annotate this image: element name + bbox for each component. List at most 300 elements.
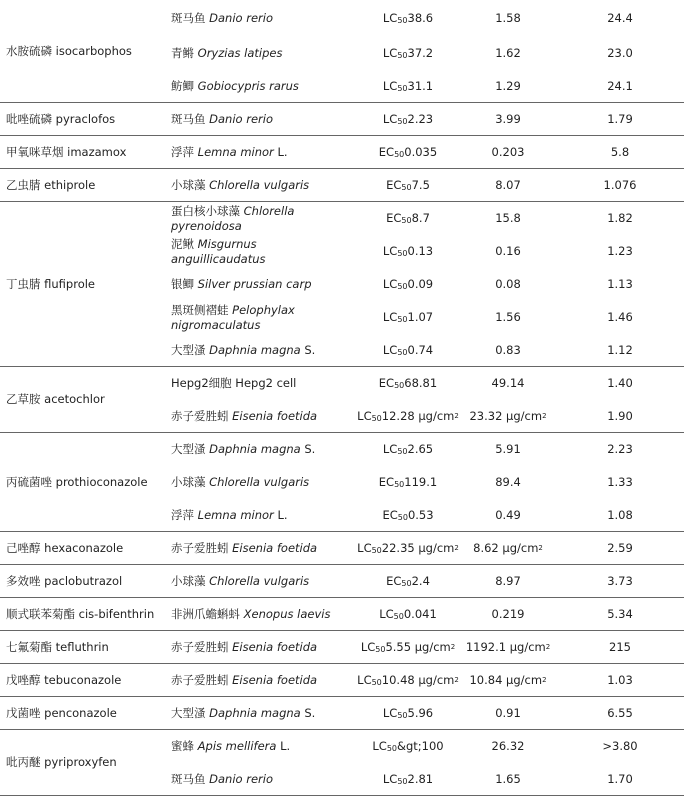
species-common-name: 青鳉 — [171, 46, 194, 60]
species-cell — [171, 400, 351, 433]
species-authority: S. — [300, 343, 316, 357]
toxicity-endpoint: EC — [386, 211, 402, 225]
value-1: 26.32 — [491, 739, 525, 753]
table-row — [0, 565, 684, 598]
species-authority: S. — [300, 442, 316, 456]
table-row — [0, 631, 684, 664]
species-common-name: 大型溞 — [171, 442, 206, 456]
toxicity-endpoint: LC — [382, 343, 398, 357]
table-row — [0, 202, 684, 235]
toxicity-subscript: 50 — [401, 579, 412, 588]
toxicity-endpoint: LC — [382, 244, 398, 258]
toxicity-subscript: 50 — [371, 678, 382, 687]
toxicity-value — [350, 202, 466, 235]
toxicity-subscript: 50 — [394, 381, 405, 390]
species-name — [171, 640, 317, 655]
species-name — [171, 11, 273, 26]
toxicity-number: 22.35 μg/cm — [381, 541, 455, 555]
table-row — [0, 730, 684, 763]
toxicity-number: 68.81 — [404, 376, 438, 390]
toxicity-number: 2.81 — [407, 772, 434, 786]
value-column-1 — [470, 268, 546, 301]
value-2: 6.55 — [607, 706, 633, 720]
toxicity-endpoint: LC — [382, 442, 398, 456]
value-1: 0.91 — [495, 706, 521, 720]
value-column-1 — [470, 763, 546, 796]
species-latin-name: Chlorella vulgaris — [209, 574, 310, 588]
toxicity-number: 0.035 — [404, 145, 438, 159]
species-cell — [171, 0, 351, 37]
species-name — [171, 376, 296, 391]
toxicity-number: 119.1 — [404, 475, 438, 489]
value-1: 23.32 μg/cm — [469, 409, 543, 423]
compound-name: 吡丙醚 pyriproxyfen — [6, 755, 117, 769]
value-2: 1.08 — [607, 508, 633, 522]
toxicity-subscript: 50 — [397, 513, 408, 522]
compound-name: 戊唑醇 tebuconazole — [6, 672, 122, 687]
species-name — [171, 739, 290, 754]
species-cell — [171, 631, 351, 664]
species-name — [171, 706, 315, 721]
toxicity-value — [350, 334, 466, 367]
value-column-1 — [470, 301, 546, 334]
value-column-2 — [580, 433, 660, 466]
species-common-name: 大型溞 — [171, 706, 206, 720]
toxicity-number: 38.6 — [407, 11, 434, 25]
table-row — [0, 301, 684, 334]
species-common-name: 浮萍 — [171, 145, 194, 159]
value-1: 1.58 — [495, 11, 521, 25]
value-1: 0.49 — [495, 508, 521, 522]
species-latin-name: Silver prussian carp — [197, 277, 312, 291]
species-cell — [171, 136, 351, 169]
species-name — [171, 343, 315, 358]
value-column-1 — [470, 400, 546, 433]
value-column-2 — [580, 499, 660, 532]
toxicity-endpoint: LC — [357, 541, 372, 555]
species-latin-name: Chlorella pyrenoidosa — [171, 203, 295, 233]
value-column-1 — [470, 664, 546, 697]
value-1: 8.62 μg/cm — [473, 541, 539, 555]
toxicity-endpoint: EC — [386, 574, 402, 588]
value-column-2 — [580, 334, 660, 367]
value-column-2 — [580, 235, 660, 268]
toxicity-endpoint: LC — [382, 46, 398, 60]
species-common-name: 浮萍 — [171, 508, 194, 522]
value-1: 0.219 — [491, 607, 525, 621]
toxicity-value — [350, 70, 466, 103]
table-row — [0, 334, 684, 367]
species-name — [171, 541, 317, 556]
toxicity-endpoint: EC — [382, 508, 398, 522]
compound-group — [0, 202, 684, 367]
value-column-1 — [470, 235, 546, 268]
toxicity-number: 5.55 μg/cm — [385, 640, 451, 654]
compound-group — [0, 136, 684, 169]
species-latin-name: Pelophylax nigromaculatus — [171, 302, 295, 332]
value-2: 1.79 — [607, 112, 633, 126]
toxicity-endpoint: LC — [379, 607, 394, 621]
species-cell — [171, 466, 351, 499]
species-cell — [171, 763, 351, 796]
toxicity-endpoint: LC — [372, 739, 387, 753]
toxicity-endpoint: LC — [382, 277, 398, 291]
toxicity-value — [350, 697, 466, 730]
value-1: 0.83 — [495, 343, 521, 357]
value-column-2 — [580, 70, 660, 103]
compound-name: 己唑醇 hexaconazole — [6, 540, 124, 555]
value-1: 49.14 — [491, 376, 525, 390]
species-common-name: 蜜蜂 — [171, 739, 194, 753]
value-2: 23.0 — [607, 46, 633, 60]
value-2: 1.46 — [607, 310, 633, 324]
species-cell — [171, 70, 351, 103]
compound-group — [0, 631, 684, 664]
species-name — [171, 475, 309, 490]
species-name — [171, 607, 330, 622]
table-row — [0, 169, 684, 202]
value-1: 1.56 — [495, 310, 521, 324]
compound-name: 甲氧咪草烟 imazamox — [6, 144, 127, 159]
value-column-1 — [470, 565, 546, 598]
toxicity-number: 2.4 — [411, 574, 430, 588]
table-row — [0, 136, 684, 169]
species-common-name: 斑马鱼 — [171, 11, 206, 25]
toxicity-value — [350, 268, 466, 301]
toxicity-endpoint: LC — [357, 673, 372, 687]
value-column-2 — [580, 301, 660, 334]
toxicity-subscript: 50 — [397, 16, 408, 25]
table-row — [0, 235, 684, 268]
compound-group — [0, 697, 684, 730]
value-column-1 — [470, 499, 546, 532]
toxicity-value — [350, 631, 466, 664]
species-common-name: 斑马鱼 — [171, 112, 206, 126]
toxicity-value — [350, 433, 466, 466]
species-common-name: 赤子爱胜蚓 — [171, 541, 229, 555]
value-column-1 — [470, 37, 546, 70]
species-cell — [171, 202, 351, 235]
value-1-exponent: 2 — [538, 544, 543, 552]
toxicity-number: 12.28 μg/cm — [381, 409, 455, 423]
value-2: 3.73 — [607, 574, 633, 588]
species-common-name: 小球藻 — [171, 178, 206, 192]
toxicity-number: 2.23 — [407, 112, 434, 126]
table-row — [0, 499, 684, 532]
species-latin-name: Apis mellifera — [197, 739, 277, 753]
species-common-name: 赤子爱胜蚓 — [171, 673, 229, 687]
species-latin-name: Chlorella vulgaris — [209, 475, 310, 489]
compound-name: 丁虫腈 flufiprole — [6, 276, 96, 291]
compound-name: 顺式联苯菊酯 cis-bifenthrin — [6, 606, 155, 621]
species-cell — [171, 334, 351, 367]
species-latin-name: Chlorella vulgaris — [209, 178, 310, 192]
value-2: 215 — [609, 640, 631, 654]
toxicity-subscript: 50 — [397, 711, 408, 720]
toxicity-value — [350, 169, 466, 202]
species-authority: L. — [273, 145, 288, 159]
species-name — [171, 237, 351, 267]
compound-name: 七氟菊酯 tefluthrin — [6, 639, 109, 654]
toxicity-number: 7.5 — [411, 178, 430, 192]
species-latin-name: Daphnia magna — [209, 442, 301, 456]
table-row — [0, 433, 684, 466]
species-latin-name: Eisenia foetida — [232, 673, 318, 687]
value-column-1 — [465, 631, 551, 664]
value-2: 2.23 — [607, 442, 633, 456]
value-column-1 — [470, 103, 546, 136]
value-2: 1.40 — [607, 376, 633, 390]
compound-name: 吡唑硫磷 pyraclofos — [6, 111, 116, 126]
species-latin-name: Lemna minor — [197, 508, 274, 522]
value-1: 1192.1 μg/cm — [465, 640, 546, 654]
value-1: 0.08 — [495, 277, 521, 291]
species-latin-name: Gobiocypris rarus — [197, 79, 299, 93]
value-2: 2.59 — [607, 541, 633, 555]
species-latin-name: Oryzias latipes — [197, 46, 283, 60]
toxicity-value — [350, 367, 466, 400]
value-column-2 — [580, 466, 660, 499]
toxicity-value — [350, 136, 466, 169]
toxicity-subscript: 50 — [397, 315, 408, 324]
toxicity-endpoint: LC — [382, 706, 398, 720]
species-cell — [171, 664, 351, 697]
value-column-1 — [470, 598, 546, 631]
compound-name: 乙草胺 acetochlor — [6, 392, 105, 406]
table-row — [0, 697, 684, 730]
species-common-name: 蛋白核小球藻 — [171, 203, 240, 218]
value-1: 8.07 — [495, 178, 521, 192]
compound-name: 水胺硫磷 isocarbophos — [6, 43, 132, 58]
compound-group — [0, 565, 684, 598]
toxicity-value — [350, 598, 466, 631]
species-name — [171, 409, 317, 424]
species-name — [171, 442, 315, 457]
species-cell — [171, 301, 351, 334]
value-column-2 — [580, 268, 660, 301]
species-latin-name: Daphnia magna — [209, 343, 301, 357]
species-common-name: 鲂鲫 — [171, 79, 194, 93]
toxicity-endpoint: LC — [360, 640, 376, 654]
species-name — [171, 178, 309, 193]
compound-group — [0, 664, 684, 697]
value-column-1 — [470, 0, 546, 37]
species-authority: L. — [276, 739, 291, 753]
toxicity-number: 0.09 — [407, 277, 434, 291]
species-cell — [171, 730, 351, 763]
table-row — [0, 763, 684, 796]
value-column-2 — [580, 631, 660, 664]
toxicity-value — [350, 565, 466, 598]
species-latin-name: Eisenia foetida — [232, 541, 318, 555]
compound-group — [0, 433, 684, 532]
species-latin-name: Eisenia foetida — [232, 409, 318, 423]
toxicity-value — [350, 103, 466, 136]
species-common-name: 赤子爱胜蚓 — [171, 640, 229, 654]
value-2: 1.70 — [607, 772, 633, 786]
value-1-exponent: 2 — [545, 643, 551, 651]
table-row — [0, 268, 684, 301]
toxicity-subscript: 50 — [397, 84, 408, 93]
toxicity-endpoint: EC — [378, 376, 395, 390]
value-column-2 — [580, 367, 660, 400]
species-name — [171, 303, 351, 333]
value-1-exponent: 2 — [542, 676, 547, 684]
species-latin-name: Danio rerio — [209, 11, 273, 25]
species-authority: S. — [300, 706, 316, 720]
species-cell — [171, 598, 351, 631]
value-1-exponent: 2 — [542, 412, 547, 420]
toxicity-subscript: 50 — [397, 348, 408, 357]
value-column-2 — [580, 103, 660, 136]
species-cell — [171, 565, 351, 598]
toxicity-number: 1.07 — [407, 310, 434, 324]
table-row — [0, 598, 684, 631]
value-column-2 — [580, 664, 660, 697]
species-common-name: 斑马鱼 — [171, 772, 206, 786]
toxicity-subscript: 50 — [401, 216, 412, 225]
toxicity-subscript: 50 — [397, 447, 408, 456]
toxicity-subscript: 50 — [394, 150, 405, 159]
toxicity-subscript: 50 — [371, 414, 382, 423]
toxicity-subscript: 50 — [393, 612, 404, 621]
toxicity-endpoint: LC — [382, 79, 398, 93]
value-1: 0.16 — [495, 244, 521, 258]
toxicity-value — [350, 532, 466, 565]
value-column-2 — [580, 37, 660, 70]
toxicity-subscript: 50 — [375, 645, 386, 654]
toxicity-subscript: 50 — [397, 249, 408, 258]
value-1: 89.4 — [495, 475, 521, 489]
species-cell — [171, 367, 351, 400]
value-column-1 — [470, 202, 546, 235]
toxicity-endpoint: LC — [357, 409, 372, 423]
compound-group — [0, 367, 684, 433]
value-1: 5.91 — [495, 442, 521, 456]
species-cell — [171, 532, 351, 565]
table-row — [0, 466, 684, 499]
value-1: 1.65 — [495, 772, 521, 786]
value-2: 1.03 — [607, 673, 633, 687]
compound-name: 丙硫菌唑 prothioconazole — [6, 474, 148, 489]
toxicity-number: 2.65 — [407, 442, 434, 456]
species-name — [171, 79, 299, 94]
toxicity-endpoint: LC — [382, 772, 398, 786]
species-cell — [171, 235, 351, 268]
value-column-2 — [580, 169, 660, 202]
species-latin-name: Eisenia foetida — [232, 640, 318, 654]
species-latin-name: Daphnia magna — [209, 706, 301, 720]
species-name — [171, 277, 312, 292]
table-row — [0, 70, 684, 103]
toxicity-value — [350, 301, 466, 334]
value-column-2 — [580, 400, 660, 433]
value-2: 1.12 — [607, 343, 633, 357]
species-cell — [171, 37, 351, 70]
toxicity-number: 37.2 — [407, 46, 434, 60]
species-latin-name: Xenopus laevis — [243, 607, 331, 621]
table-row — [0, 0, 684, 37]
compound-group — [0, 598, 684, 631]
species-latin-name: Lemna minor — [197, 145, 274, 159]
toxicity-unit-exponent: 2 — [450, 643, 456, 651]
value-1: 10.84 μg/cm — [469, 673, 543, 687]
species-name — [171, 772, 273, 787]
compound-group — [0, 103, 684, 136]
value-column-1 — [470, 334, 546, 367]
species-name — [171, 145, 288, 160]
species-name — [171, 46, 282, 61]
species-common-name: 银鲫 — [171, 277, 194, 291]
value-1: 0.203 — [491, 145, 525, 159]
compound-group — [0, 532, 684, 565]
toxicity-number: 5.96 — [407, 706, 434, 720]
species-name — [171, 508, 288, 523]
table-row — [0, 400, 684, 433]
value-2: 1.90 — [607, 409, 633, 423]
species-common-name: 泥鳅 — [171, 236, 194, 251]
value-column-1 — [470, 466, 546, 499]
value-column-2 — [580, 565, 660, 598]
species-common-name: 赤子爱胜蚓 — [171, 409, 229, 423]
toxicity-number: &gt;100 — [397, 739, 444, 753]
toxicity-number: 0.041 — [403, 607, 437, 621]
value-column-2 — [580, 763, 660, 796]
toxicity-subscript: 50 — [397, 117, 408, 126]
toxicity-endpoint: EC — [386, 178, 402, 192]
compound-name: 戊菌唑 penconazole — [6, 705, 117, 720]
species-common-name: 黑斑侧褶蛙 — [171, 302, 229, 317]
toxicity-subscript: 50 — [401, 183, 412, 192]
table-row — [0, 664, 684, 697]
value-column-1 — [470, 70, 546, 103]
value-2: 1.13 — [607, 277, 633, 291]
compound-group — [0, 169, 684, 202]
toxicity-subscript: 50 — [386, 744, 397, 753]
table-row — [0, 532, 684, 565]
toxicity-endpoint: LC — [382, 310, 398, 324]
toxicity-value — [350, 0, 466, 37]
value-2: >3.80 — [602, 739, 638, 753]
value-column-2 — [580, 136, 660, 169]
compound-group — [0, 0, 684, 103]
toxicity-subscript: 50 — [397, 777, 408, 786]
value-column-2 — [580, 202, 660, 235]
species-name — [171, 574, 309, 589]
toxicity-unit-exponent: 2 — [454, 676, 459, 684]
toxicity-subscript: 50 — [371, 546, 382, 555]
value-column-2 — [580, 0, 660, 37]
species-common-name: 小球藻 — [171, 475, 206, 489]
value-column-2 — [580, 697, 660, 730]
species-name — [171, 112, 273, 127]
value-1: 15.8 — [495, 211, 521, 225]
value-2: 5.34 — [607, 607, 633, 621]
toxicity-endpoint: EC — [378, 475, 395, 489]
compound-group — [0, 730, 684, 796]
toxicity-endpoint: EC — [378, 145, 395, 159]
value-column-1 — [470, 169, 546, 202]
species-authority: L. — [273, 508, 288, 522]
toxicity-number: 31.1 — [407, 79, 434, 93]
toxicity-unit-exponent: 2 — [454, 544, 459, 552]
value-2: 24.1 — [607, 79, 633, 93]
toxicity-number: 0.13 — [407, 244, 434, 258]
value-1: 1.29 — [495, 79, 521, 93]
value-column-1 — [470, 433, 546, 466]
table-row — [0, 103, 684, 136]
table-row — [0, 367, 684, 400]
